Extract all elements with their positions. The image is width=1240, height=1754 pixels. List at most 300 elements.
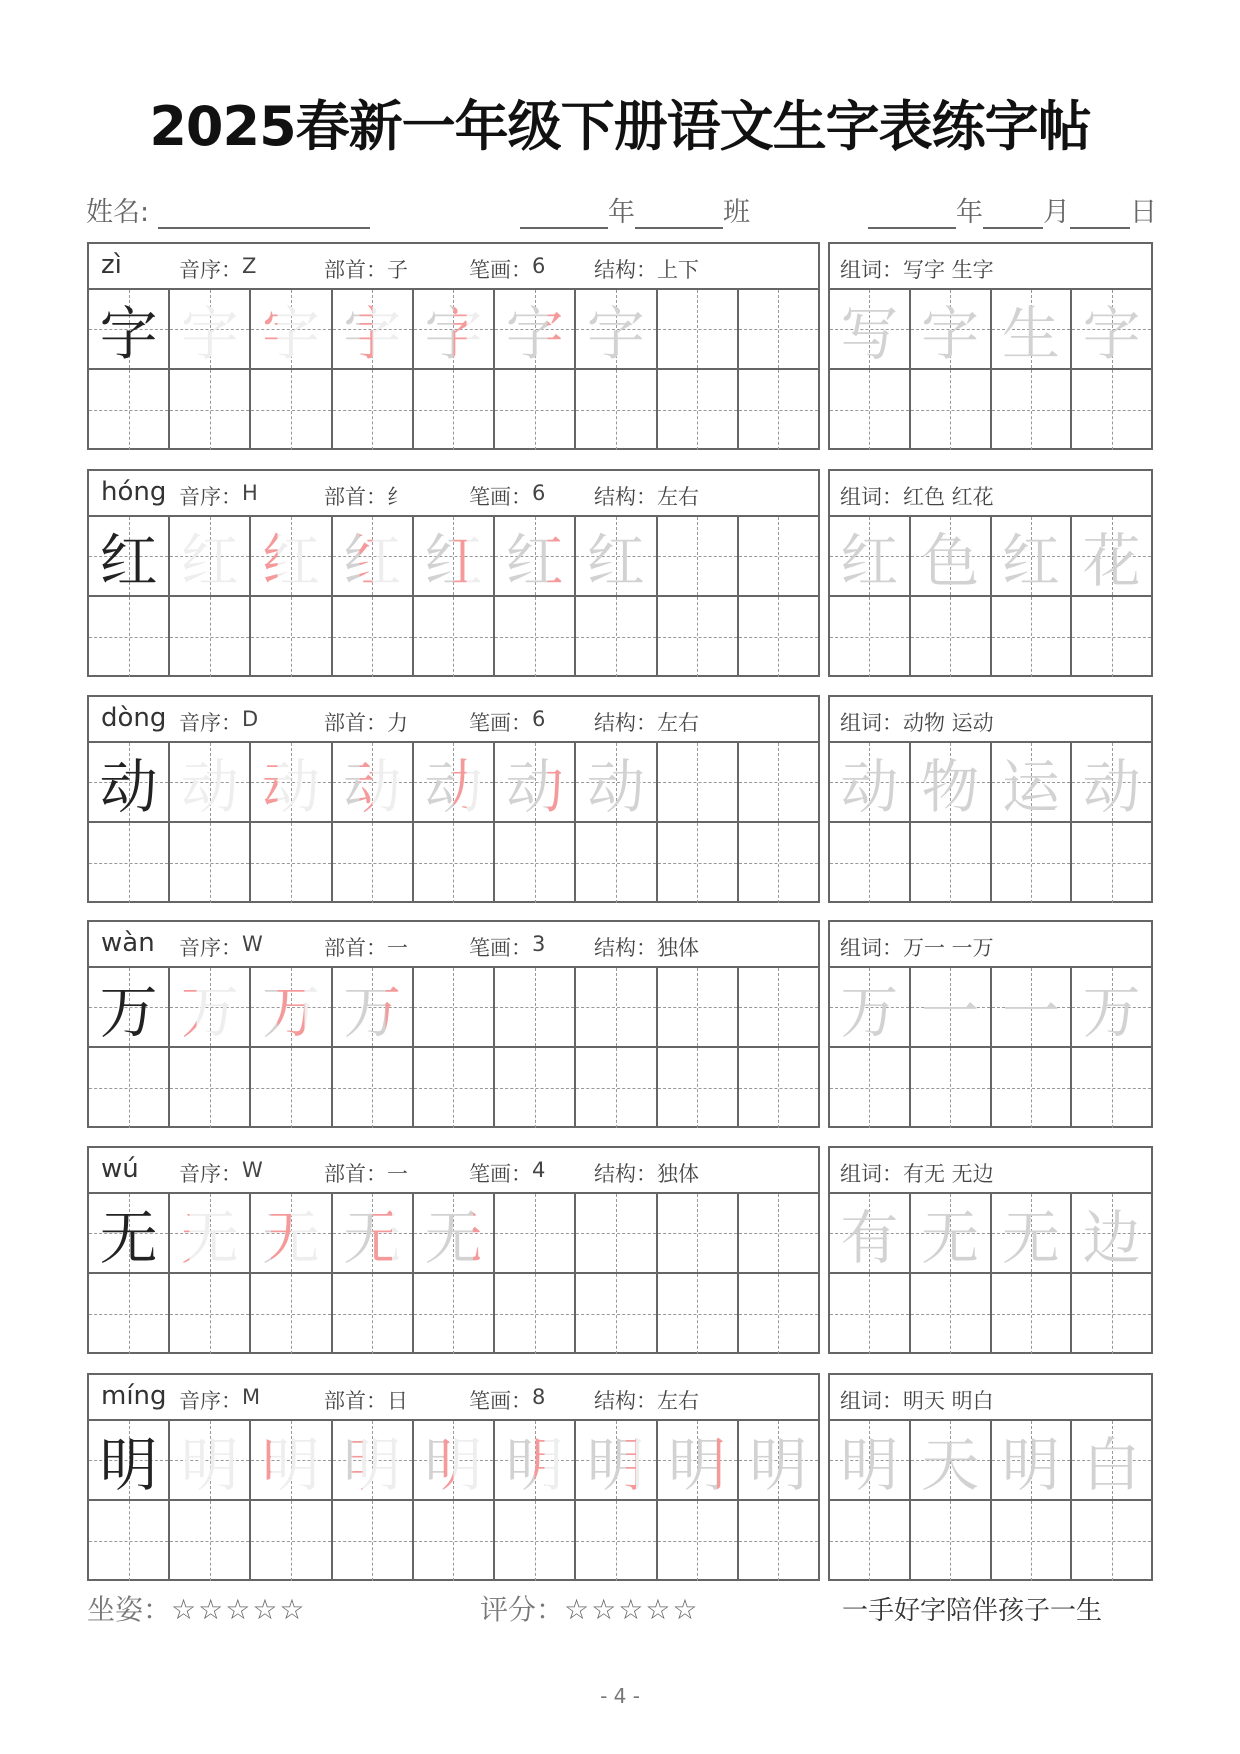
order-value: Z (242, 254, 257, 278)
writing-cell[interactable] (992, 290, 1073, 368)
pinyin: hóng (101, 477, 167, 507)
writing-cell[interactable] (911, 290, 992, 368)
writing-cell[interactable] (830, 1501, 911, 1581)
writing-cell[interactable] (658, 370, 739, 450)
writing-cell[interactable] (251, 1048, 332, 1128)
word-practice-box (828, 469, 1153, 677)
writing-cell[interactable] (414, 823, 495, 903)
writing-cell[interactable] (1072, 290, 1151, 368)
writing-cell[interactable] (333, 517, 414, 595)
writing-cell[interactable] (992, 823, 1073, 903)
writing-cell[interactable] (333, 743, 414, 821)
order-label: 音序： (179, 1162, 242, 1186)
score-rating (480, 1588, 700, 1628)
stroke-step-character: 万 (170, 968, 249, 1046)
writing-cell[interactable] (576, 1274, 657, 1354)
practice-row (89, 597, 818, 677)
writing-cell[interactable] (576, 1194, 657, 1272)
order-value: W (242, 932, 263, 956)
strokes-value: 3 (532, 932, 546, 956)
writing-cell[interactable] (495, 1501, 576, 1581)
writing-cell[interactable] (576, 1421, 657, 1499)
writing-cell[interactable] (739, 370, 818, 450)
stroke-step-character: 字 (170, 290, 249, 368)
writing-cell[interactable] (333, 968, 414, 1046)
writing-cell[interactable] (170, 597, 251, 677)
words-value: 明天 明白 (903, 1389, 994, 1413)
order-label: 音序： (179, 485, 242, 509)
strokes-value: 6 (532, 707, 546, 731)
writing-cell[interactable] (1072, 1194, 1151, 1272)
posture-stars[interactable]: ☆☆☆☆☆ (171, 1593, 307, 1626)
writing-cell[interactable] (576, 968, 657, 1046)
words-label: 组词： (840, 1162, 903, 1186)
word-row (830, 1194, 1151, 1274)
writing-cell[interactable] (170, 1274, 251, 1354)
stroke-order-box (87, 1146, 820, 1354)
radical-label: 部首： (324, 1389, 387, 1413)
writing-cell[interactable] (170, 823, 251, 903)
writing-cell[interactable] (992, 597, 1073, 677)
trace-character: 有 (840, 1204, 899, 1272)
writing-cell[interactable] (414, 370, 495, 450)
writing-cell[interactable] (739, 1048, 818, 1128)
writing-cell[interactable] (495, 1421, 576, 1499)
writing-cell[interactable] (576, 1501, 657, 1581)
writing-cell[interactable] (739, 517, 818, 595)
writing-cell[interactable] (495, 597, 576, 677)
score-stars[interactable]: ☆☆☆☆☆ (564, 1593, 700, 1626)
writing-cell[interactable] (251, 370, 332, 450)
model-character: 万 (99, 978, 158, 1046)
writing-cell[interactable] (911, 1048, 992, 1128)
trace-character: 物 (921, 753, 980, 821)
writing-cell[interactable] (495, 743, 576, 821)
writing-cell[interactable] (911, 743, 992, 821)
writing-cell[interactable] (830, 517, 911, 595)
words-value: 动物 运动 (903, 711, 994, 735)
writing-cell[interactable] (89, 823, 170, 903)
writing-cell[interactable] (830, 597, 911, 677)
writing-cell[interactable] (251, 1421, 332, 1499)
trace-character: 天 (921, 1431, 980, 1499)
writing-cell[interactable] (739, 1194, 818, 1272)
writing-cell[interactable] (1072, 823, 1151, 903)
stroke-order-box (87, 695, 820, 903)
writing-cell[interactable] (495, 1048, 576, 1128)
character-info-header (89, 1375, 818, 1421)
posture-rating (87, 1588, 307, 1628)
strokes-label: 笔画： (469, 936, 532, 960)
model-character: 动 (99, 753, 158, 821)
trace-character: 动 (840, 753, 899, 821)
trace-character: 万 (840, 978, 899, 1046)
writing-cell[interactable] (333, 597, 414, 677)
structure-label: 结构： (594, 936, 657, 960)
practice-row (89, 1048, 818, 1128)
strokes-value: 6 (532, 254, 546, 278)
trace-character: 边 (1082, 1204, 1141, 1272)
words-value: 万一 一万 (903, 936, 994, 960)
character-info-header (89, 244, 818, 290)
trace-character: 白 (1082, 1431, 1141, 1499)
writing-cell[interactable] (414, 968, 495, 1046)
writing-cell[interactable] (251, 1194, 332, 1272)
writing-cell[interactable] (414, 1274, 495, 1354)
trace-character: 明 (840, 1431, 899, 1499)
words-label: 组词： (840, 485, 903, 509)
writing-cell[interactable] (911, 370, 992, 450)
writing-cell[interactable] (658, 1048, 739, 1128)
writing-cell[interactable] (89, 968, 170, 1046)
word-practice-box (828, 242, 1153, 450)
stroke-step-character: 红 (495, 517, 574, 595)
writing-cell[interactable] (170, 968, 251, 1046)
writing-cell[interactable] (495, 968, 576, 1046)
writing-cell[interactable] (576, 517, 657, 595)
writing-cell[interactable] (170, 1421, 251, 1499)
writing-cell[interactable] (1072, 517, 1151, 595)
writing-cell[interactable] (414, 517, 495, 595)
writing-cell[interactable] (414, 1501, 495, 1581)
practice-row (89, 1194, 818, 1274)
radical-label: 部首： (324, 258, 387, 282)
writing-cell[interactable] (911, 1274, 992, 1354)
writing-cell[interactable] (251, 517, 332, 595)
day-blank[interactable] (1070, 199, 1130, 229)
writing-cell[interactable] (170, 1194, 251, 1272)
writing-cell[interactable] (830, 290, 911, 368)
writing-cell[interactable] (911, 1194, 992, 1272)
writing-cell[interactable] (414, 743, 495, 821)
radical-value: 日 (387, 1389, 408, 1413)
writing-cell[interactable] (89, 1274, 170, 1354)
motto: 一手好字陪伴孩子一生 (842, 1596, 1103, 1626)
word-row (830, 1501, 1151, 1581)
trace-character: 红 (1001, 527, 1060, 595)
writing-cell[interactable] (495, 823, 576, 903)
writing-cell[interactable] (576, 370, 657, 450)
writing-cell[interactable] (89, 1501, 170, 1581)
strokes-label: 笔画： (469, 1389, 532, 1413)
radical-label: 部首： (324, 711, 387, 735)
writing-cell[interactable] (992, 517, 1073, 595)
writing-cell[interactable] (1072, 1048, 1151, 1128)
pinyin: zì (101, 250, 122, 280)
writing-cell[interactable] (89, 1421, 170, 1499)
stroke-step-character: 无 (414, 1194, 493, 1272)
writing-cell[interactable] (830, 370, 911, 450)
writing-cell[interactable] (333, 1194, 414, 1272)
writing-cell[interactable] (170, 1048, 251, 1128)
practice-row (89, 1274, 818, 1354)
grade-label: 年 (608, 197, 635, 228)
writing-cell[interactable] (576, 823, 657, 903)
writing-cell[interactable] (739, 1274, 818, 1354)
writing-cell[interactable] (251, 597, 332, 677)
writing-cell[interactable] (495, 290, 576, 368)
practice-row (89, 370, 818, 450)
writing-cell[interactable] (658, 1274, 739, 1354)
radical-value: 一 (387, 1162, 408, 1186)
trace-character: 色 (921, 527, 980, 595)
writing-cell[interactable] (170, 743, 251, 821)
words-label: 组词： (840, 936, 903, 960)
writing-cell[interactable] (739, 823, 818, 903)
strokes-label: 笔画： (469, 485, 532, 509)
writing-cell[interactable] (89, 517, 170, 595)
order-label: 音序： (179, 1389, 242, 1413)
writing-cell[interactable] (911, 1421, 992, 1499)
writing-cell[interactable] (992, 1421, 1073, 1499)
writing-cell[interactable] (992, 370, 1073, 450)
writing-cell[interactable] (658, 1501, 739, 1581)
writing-cell[interactable] (251, 1274, 332, 1354)
words-value: 写字 生字 (903, 258, 994, 282)
writing-cell[interactable] (911, 1501, 992, 1581)
name-blank[interactable] (158, 199, 370, 229)
writing-cell[interactable] (170, 1501, 251, 1581)
stroke-step-character: 万 (251, 968, 330, 1046)
writing-cell[interactable] (251, 968, 332, 1046)
word-row (830, 1421, 1151, 1501)
writing-cell[interactable] (333, 1501, 414, 1581)
writing-cell[interactable] (658, 743, 739, 821)
class-blank[interactable] (635, 199, 723, 229)
writing-cell[interactable] (830, 1421, 911, 1499)
writing-cell[interactable] (830, 823, 911, 903)
strokes-value: 4 (532, 1158, 546, 1182)
writing-cell[interactable] (333, 1048, 414, 1128)
year-label: 年 (956, 197, 983, 228)
model-character: 字 (99, 300, 158, 368)
trace-character: 写 (840, 300, 899, 368)
stroke-step-character: 动 (170, 743, 249, 821)
writing-cell[interactable] (89, 370, 170, 450)
pinyin: míng (101, 1381, 167, 1411)
writing-cell[interactable] (414, 597, 495, 677)
word-row (830, 290, 1151, 370)
writing-cell[interactable] (576, 1048, 657, 1128)
pinyin: wàn (101, 928, 155, 958)
writing-cell[interactable] (170, 370, 251, 450)
strokes-label: 笔画： (469, 711, 532, 735)
structure-value: 上下 (657, 258, 699, 282)
writing-cell[interactable] (658, 1421, 739, 1499)
words-label: 组词： (840, 258, 903, 282)
radical-value: 纟 (387, 485, 408, 509)
writing-cell[interactable] (830, 1048, 911, 1128)
model-character: 红 (99, 527, 158, 595)
character-block (87, 1146, 1153, 1354)
stroke-step-character: 明 (251, 1421, 330, 1499)
writing-cell[interactable] (830, 1194, 911, 1272)
writing-cell[interactable] (89, 1194, 170, 1272)
writing-cell[interactable] (739, 1501, 818, 1581)
writing-cell[interactable] (1072, 1421, 1151, 1499)
word-row (830, 1048, 1151, 1128)
writing-cell[interactable] (911, 823, 992, 903)
writing-cell[interactable] (658, 1194, 739, 1272)
writing-cell[interactable] (658, 968, 739, 1046)
stroke-step-character: 明 (170, 1421, 249, 1499)
writing-cell[interactable] (992, 1048, 1073, 1128)
writing-cell[interactable] (333, 290, 414, 368)
page-title: 2025春新一年级下册语文生字表练字帖 (149, 95, 1091, 158)
writing-cell[interactable] (992, 743, 1073, 821)
month-blank[interactable] (983, 199, 1043, 229)
writing-cell[interactable] (576, 743, 657, 821)
date-field[interactable] (868, 190, 1157, 229)
writing-cell[interactable] (739, 597, 818, 677)
trace-character: 字 (921, 300, 980, 368)
writing-cell[interactable] (495, 517, 576, 595)
writing-cell[interactable] (414, 1194, 495, 1272)
writing-cell[interactable] (739, 290, 818, 368)
stroke-step-character: 字 (495, 290, 574, 368)
month-label: 月 (1043, 197, 1070, 228)
structure-value: 左右 (657, 711, 699, 735)
character-info-header (89, 471, 818, 517)
strokes-label: 笔画： (469, 258, 532, 282)
day-label: 日 (1130, 197, 1157, 228)
writing-cell[interactable] (1072, 370, 1151, 450)
stroke-step-character: 明 (495, 1421, 574, 1499)
writing-cell[interactable] (658, 597, 739, 677)
writing-cell[interactable] (658, 517, 739, 595)
writing-cell[interactable] (333, 370, 414, 450)
writing-cell[interactable] (911, 968, 992, 1046)
strokes-value: 6 (532, 481, 546, 505)
order-value: H (242, 481, 258, 505)
word-practice-box (828, 1146, 1153, 1354)
practice-row (89, 1501, 818, 1581)
class-field[interactable] (520, 190, 750, 229)
writing-cell[interactable] (89, 1048, 170, 1128)
writing-cell[interactable] (911, 517, 992, 595)
word-row (830, 968, 1151, 1048)
order-label: 音序： (179, 711, 242, 735)
writing-cell[interactable] (495, 370, 576, 450)
writing-cell[interactable] (414, 1421, 495, 1499)
writing-cell[interactable] (170, 290, 251, 368)
pinyin: wú (101, 1154, 139, 1184)
stroke-step-character: 万 (333, 968, 412, 1046)
trace-character: 花 (1082, 527, 1141, 595)
writing-cell[interactable] (495, 1194, 576, 1272)
stroke-order-box (87, 469, 820, 677)
writing-cell[interactable] (1072, 1501, 1151, 1581)
writing-cell[interactable] (89, 597, 170, 677)
writing-cell[interactable] (1072, 968, 1151, 1046)
stroke-step-character: 红 (251, 517, 330, 595)
practice-row (89, 823, 818, 903)
writing-cell[interactable] (251, 1501, 332, 1581)
words-value: 红色 红花 (903, 485, 994, 509)
writing-cell[interactable] (911, 597, 992, 677)
writing-cell[interactable] (739, 968, 818, 1046)
writing-cell[interactable] (739, 743, 818, 821)
word-row (830, 370, 1151, 450)
word-row (830, 597, 1151, 677)
word-header (830, 697, 1151, 743)
writing-cell[interactable] (89, 290, 170, 368)
grade-blank[interactable] (520, 199, 608, 229)
practice-row (89, 290, 818, 370)
writing-cell[interactable] (333, 1421, 414, 1499)
writing-cell[interactable] (739, 1421, 818, 1499)
writing-cell[interactable] (170, 517, 251, 595)
writing-cell[interactable] (1072, 1274, 1151, 1354)
writing-cell[interactable] (495, 1274, 576, 1354)
stroke-step-character: 字 (414, 290, 493, 368)
structure-label: 结构： (594, 258, 657, 282)
order-label: 音序： (179, 258, 242, 282)
writing-cell[interactable] (414, 290, 495, 368)
word-header (830, 244, 1151, 290)
writing-cell[interactable] (830, 743, 911, 821)
writing-cell[interactable] (1072, 743, 1151, 821)
writing-cell[interactable] (333, 823, 414, 903)
name-field[interactable] (86, 190, 370, 229)
trace-character: 明 (1001, 1431, 1060, 1499)
writing-cell[interactable] (251, 290, 332, 368)
writing-cell[interactable] (992, 1501, 1073, 1581)
writing-cell[interactable] (576, 290, 657, 368)
trace-character: 字 (1082, 300, 1141, 368)
stroke-step-character: 明 (658, 1421, 737, 1499)
word-practice-box (828, 920, 1153, 1128)
posture-label: 坐姿： (87, 1593, 172, 1626)
writing-cell[interactable] (89, 743, 170, 821)
year-blank[interactable] (868, 199, 956, 229)
structure-label: 结构： (594, 485, 657, 509)
stroke-step-character: 红 (170, 517, 249, 595)
word-header (830, 1375, 1151, 1421)
trace-character: 红 (840, 527, 899, 595)
radical-label: 部首： (324, 1162, 387, 1186)
structure-label: 结构： (594, 1162, 657, 1186)
radical-value: 力 (387, 711, 408, 735)
writing-cell[interactable] (1072, 597, 1151, 677)
trace-character: 运 (1001, 753, 1060, 821)
writing-cell[interactable] (658, 290, 739, 368)
writing-cell[interactable] (992, 968, 1073, 1046)
writing-cell[interactable] (658, 823, 739, 903)
writing-cell[interactable] (576, 597, 657, 677)
writing-cell[interactable] (333, 1274, 414, 1354)
writing-cell[interactable] (414, 1048, 495, 1128)
order-value: M (242, 1385, 261, 1409)
practice-row (89, 517, 818, 597)
writing-cell[interactable] (992, 1274, 1073, 1354)
stroke-step-character: 动 (251, 743, 330, 821)
writing-cell[interactable] (830, 1274, 911, 1354)
trace-character: 万 (1082, 978, 1141, 1046)
writing-cell[interactable] (992, 1194, 1073, 1272)
word-row (830, 1274, 1151, 1354)
practice-row (89, 743, 818, 823)
writing-cell[interactable] (251, 743, 332, 821)
trace-character: 无 (1001, 1204, 1060, 1272)
stroke-step-character: 明 (739, 1421, 818, 1499)
stroke-step-character: 动 (333, 743, 412, 821)
writing-cell[interactable] (251, 823, 332, 903)
stroke-step-character: 明 (414, 1421, 493, 1499)
word-header (830, 1148, 1151, 1194)
structure-value: 独体 (657, 936, 699, 960)
writing-cell[interactable] (830, 968, 911, 1046)
